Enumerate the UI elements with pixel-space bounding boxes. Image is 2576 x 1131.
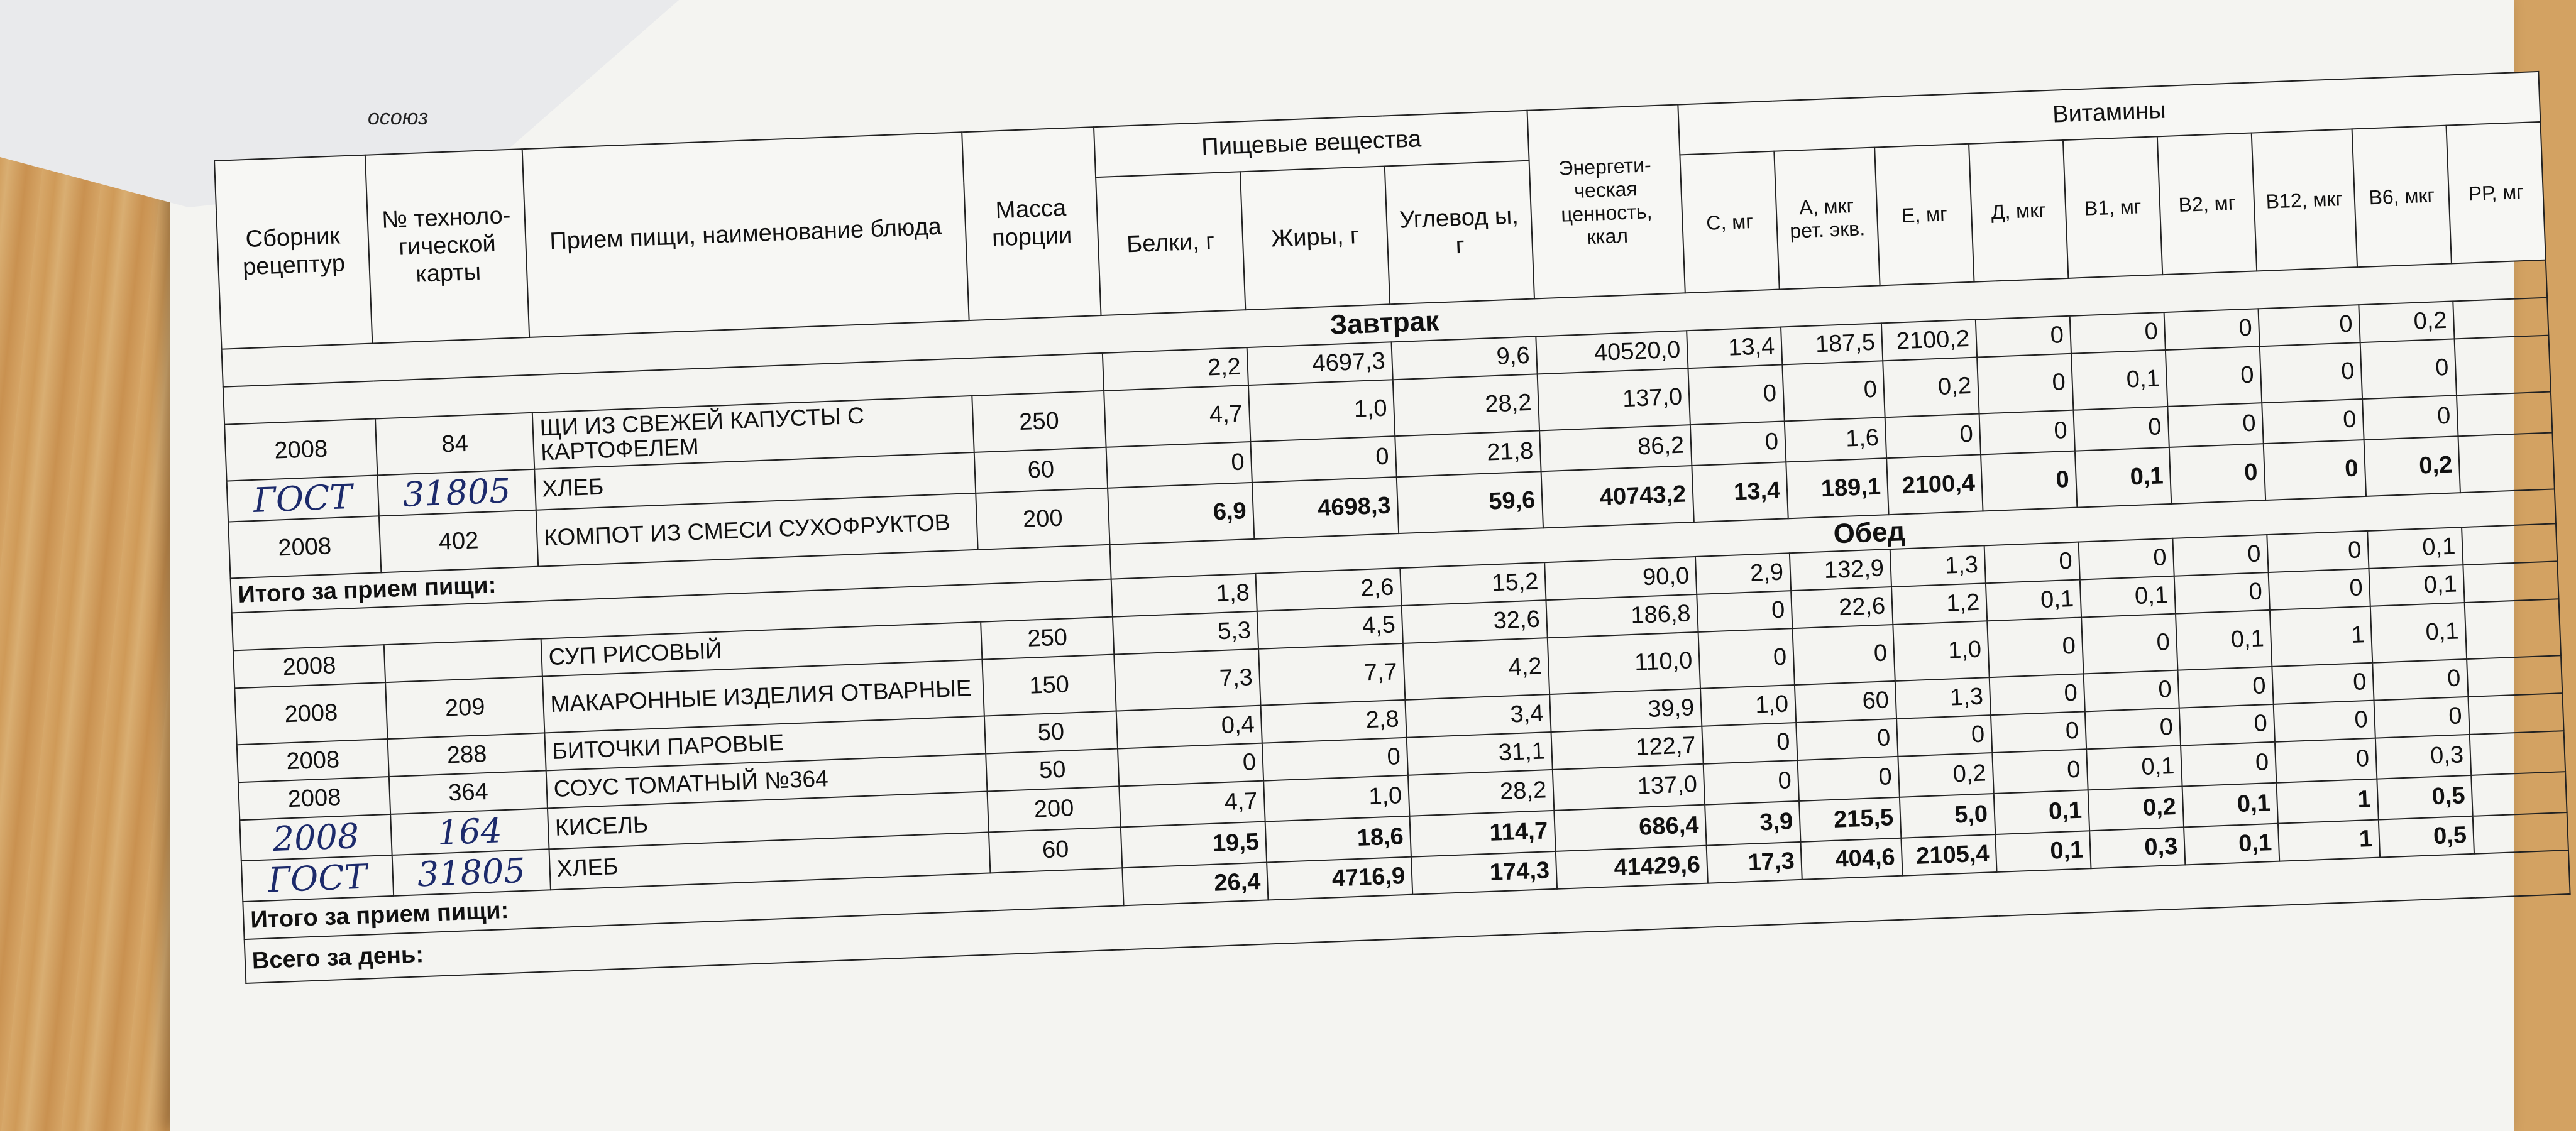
value-cell: 31,1 [1407,732,1553,775]
header-collection: Сборник рецептур [214,155,372,349]
value-cell: 1,0 [1263,775,1409,822]
value-cell: 1 [2278,820,2380,861]
card-cell [384,639,542,683]
header-vit-d: Д, мкг [1969,140,2068,282]
value-cell: 0,1 [2080,576,2176,618]
value-cell: 59,6 [1397,471,1543,533]
value-cell: 0 [1690,421,1786,466]
card-cell-handwritten: 164 [390,808,549,855]
collection-cell: 2008 [224,418,377,481]
value-cell: 0 [1250,436,1396,483]
card-cell: 209 [385,677,544,740]
value-cell: 4698,3 [1252,477,1399,539]
day-total-label: Всего за день: [245,850,2570,983]
value-cell: 5,0 [1900,794,1995,838]
dish-name-cell: ЩИ ИЗ СВЕЖЕЙ КАПУСТЫ С КАРТОФЕЛЕМ [532,396,974,469]
value-cell: 0 [2079,538,2174,580]
value-cell: 28,2 [1393,374,1539,436]
dish-name-cell: БИТОЧКИ ПАРОВЫЕ [544,716,986,771]
collection-cell: 2008 [228,516,381,578]
value-cell: 9,6 [1391,336,1537,380]
value-cell: 0 [2073,407,2169,451]
value-cell: 1,6 [1785,417,1886,462]
menu-table-area [214,72,2550,1115]
value-cell: 0 [2374,697,2470,738]
value-cell: 0,4 [1116,706,1262,749]
value-cell: 4,7 [1104,385,1250,447]
collection-cell-handwritten: 2008 [239,814,392,861]
value-cell: 7,3 [1114,649,1260,711]
mass-cell: 60 [974,447,1108,493]
mass-cell: 250 [972,391,1106,452]
value-cell: 0,2 [1898,753,1993,797]
value-cell: 41429,6 [1556,846,1708,889]
value-cell: 22,6 [1791,587,1893,628]
value-cell: 0 [2081,614,2177,674]
value-cell: 404,6 [1801,838,1903,880]
value-cell: 0 [1792,625,1895,685]
mass-cell: 150 [982,655,1116,716]
value-cell: 2105,4 [1901,834,1996,876]
value-cell: 0,1 [1994,790,2089,834]
value-cell: 2,6 [1255,568,1401,611]
value-cell: 60 [1795,681,1896,723]
value-cell: 1,0 [1893,621,1989,681]
header-fat: Жиры, г [1240,167,1390,310]
lunch-total-label: Итого за прием пищи: [243,868,1123,939]
value-cell: 21,8 [1395,430,1541,477]
value-cell: 0,1 [2176,610,2272,670]
breakfast-title: Завтрак [222,260,2548,387]
value-cell: 1,3 [1890,545,1986,587]
value-cell: 39,9 [1549,689,1702,732]
header-nutrients-group: Пищевые вещества [1094,111,1529,177]
collection-cell: 2008 [234,682,387,745]
value-cell: 0 [2167,403,2263,447]
value-cell: 0 [2181,742,2276,787]
header-vit-b6: В6, мкг [2352,126,2452,268]
value-cell: 0 [1262,738,1408,781]
value-cell: 0 [2372,659,2468,701]
value-cell: 132,9 [1790,549,1891,591]
card-cell-handwritten: 31805 [377,469,536,516]
mass-cell: 250 [981,617,1114,660]
value-cell: 0 [1782,361,1885,421]
value-cell: 0 [1990,674,2085,715]
value-cell: 0 [2174,572,2270,614]
card-cell: 364 [389,770,548,814]
value-cell: 0 [2177,667,2273,708]
card-cell: 84 [375,413,534,476]
value-cell: 0,2 [2364,436,2460,496]
collection-cell: 2008 [233,645,385,688]
value-cell: 19,5 [1121,822,1267,868]
value-cell: 0 [1688,364,1784,425]
value-cell: 0 [2267,531,2369,572]
mass-cell: 200 [987,786,1120,832]
value-cell: 0,1 [2369,565,2464,606]
collection-cell: 2008 [237,739,389,782]
value-cell: 122,7 [1551,726,1704,770]
mass-cell: 60 [989,827,1122,873]
header-vit-b2: В2, мг [2157,133,2257,275]
value-cell: 686,4 [1554,805,1706,851]
header-vit-b12: В12, мкг [2252,129,2357,271]
mass-cell: 50 [984,711,1118,754]
value-cell: 137,0 [1553,764,1705,811]
value-cell: 0 [2085,708,2181,750]
value-cell: 0 [1992,749,2088,794]
value-cell: 0,1 [1986,580,2081,621]
value-cell: 0 [2179,704,2275,746]
breakfast-total-label: Итого за прием пищи: [231,545,1111,613]
value-cell: 15,2 [1400,562,1546,606]
header-carbs: Углевод ы, г [1385,161,1534,305]
value-cell: 2100,2 [1881,320,1977,361]
value-cell: 0 [1118,743,1263,787]
value-cell: 0 [1702,723,1797,764]
value-cell: 0,5 [2379,816,2474,858]
value-cell: 0 [2070,312,2166,354]
value-cell: 0 [1984,542,2080,584]
value-cell: 0 [1798,757,1900,801]
value-cell: 7,7 [1258,643,1405,706]
value-cell: 0 [1979,410,2075,455]
value-cell: 0,3 [2089,827,2185,868]
value-cell: 3,9 [1705,801,1800,846]
card-cell-handwritten: 31805 [392,849,551,896]
value-cell: 0,1 [1995,831,2091,872]
dish-name-cell: КОМПОТ ИЗ СМЕСИ СУХОФРУКТОВ [536,493,978,567]
value-cell: 0 [2269,569,2370,610]
value-cell: 0 [1697,591,1792,632]
value-cell: 1,3 [1895,677,1991,719]
value-cell: 110,0 [1548,632,1700,694]
value-cell: 0,1 [2367,527,2463,569]
value-cell: 0,1 [2075,447,2171,508]
value-cell: 0,2 [2359,301,2454,342]
collection-cell-handwritten: ГОСТ [241,855,394,902]
header-vit-pp: РР, мг [2447,122,2546,264]
value-cell: 0 [1704,760,1799,805]
value-cell: 4,2 [1403,638,1549,700]
value-cell: 0,2 [1883,358,1979,418]
value-cell: 40743,2 [1541,466,1694,528]
header-energy: Энергети-ческая ценность, ккал [1527,105,1685,299]
value-cell: 0 [1977,354,2073,414]
value-cell: 0 [2169,444,2265,504]
value-cell: 189,1 [1786,458,1888,518]
value-cell: 90,0 [1544,557,1697,600]
dish-name-cell: СОУС ТОМАТНЫЙ №364 [546,754,988,809]
value-cell: 86,2 [1539,425,1692,471]
value-cell: 0,1 [2370,603,2467,663]
value-cell: 0 [1896,715,1992,757]
header-protein: Белки, г [1096,172,1245,315]
value-cell: 1,0 [1248,380,1395,442]
value-cell: 0,3 [2375,735,2471,779]
value-cell: 0 [1885,413,1981,458]
header-vitamins-group: Витамины [1678,72,2540,155]
header-vit-a: А, мкг рет. экв. [1774,148,1880,290]
value-cell: 2,2 [1103,347,1248,391]
card-cell: 288 [388,733,546,777]
header-meal-name: Прием пищи, наименование блюда [522,132,969,337]
value-cell: 187,5 [1781,323,1883,364]
value-cell: 1 [2270,606,2372,667]
value-cell: 3,4 [1405,694,1551,738]
value-cell: 28,2 [1408,770,1554,816]
value-cell: 13,4 [1687,327,1782,368]
value-cell: 2,9 [1695,553,1791,594]
value-cell: 0 [2264,440,2366,500]
dish-name-cell: КИСЕЛЬ [548,792,989,850]
value-cell: 1,0 [1700,685,1796,726]
value-cell: 186,8 [1546,594,1698,638]
value-cell: 1,8 [1111,574,1257,617]
dish-name-cell: СУП РИСОВЫЙ [541,622,983,677]
value-cell: 26,4 [1122,863,1268,906]
header-vit-b1: В1, мг [2063,136,2162,278]
value-cell: 137,0 [1538,368,1690,430]
value-cell: 114,7 [1409,811,1555,857]
value-cell: 0 [2164,309,2260,350]
value-cell: 0 [1981,451,2077,511]
mass-cell: 50 [986,748,1119,791]
value-cell: 174,3 [1411,851,1557,895]
value-cell: 0 [2262,399,2364,444]
value-cell: 4716,9 [1267,857,1412,900]
value-cell: 0 [1796,719,1898,760]
value-cell: 4,7 [1119,781,1265,828]
value-cell: 2,8 [1261,700,1407,743]
value-cell: 40520,0 [1536,331,1688,374]
value-cell: 2100,4 [1886,454,1983,515]
value-cell: 0,5 [2377,775,2472,820]
value-cell: 0 [2166,346,2262,407]
dish-name-cell: ХЛЕБ [549,832,990,890]
value-cell: 0 [1106,442,1252,488]
value-cell: 1,2 [1891,583,1987,625]
value-cell: 0 [2362,395,2458,440]
value-cell: 0,2 [2088,787,2184,831]
value-cell: 5,3 [1113,611,1258,655]
value-cell: 0 [2084,670,2179,712]
card-cell: 402 [379,510,538,573]
value-cell: 0 [2272,663,2374,704]
value-cell: 0 [1976,316,2071,358]
dish-name-cell: МАКАРОННЫЕ ИЗДЕЛИЯ ОТВАРНЫЕ [542,660,984,733]
value-cell: 32,6 [1402,600,1548,643]
lunch-title: Обед [1110,489,2557,579]
value-cell: 0 [1991,711,2086,753]
value-cell: 0 [1987,617,2083,677]
value-cell: 0,1 [2071,350,2167,410]
value-cell: 1 [2276,779,2378,824]
value-cell: 17,3 [1707,842,1802,883]
collection-cell-handwritten: ГОСТ [227,475,379,522]
nutrition-table [214,71,2571,984]
value-cell: 0 [2172,535,2268,576]
value-cell: 0 [2260,342,2362,403]
header-card-number: № техноло-гической карты [365,149,529,343]
value-cell: 6,9 [1108,483,1254,545]
value-cell: 18,6 [1265,816,1411,863]
header-vit-c: С, мг [1680,151,1779,293]
dish-name-cell: ХЛЕБ [534,452,976,510]
org-name-fragment: осоюз [368,106,429,129]
value-cell: 0 [2274,701,2375,742]
value-cell: 215,5 [1799,797,1901,842]
value-cell: 0 [2275,738,2377,783]
value-cell: 0,1 [2184,824,2279,865]
header-portion-mass: Масса порции [962,127,1101,320]
value-cell: 13,4 [1692,462,1788,522]
value-cell: 0 [1698,628,1795,689]
value-cell: 0 [2258,305,2360,346]
value-cell: 0 [2360,339,2457,399]
header-vit-e: Е, мг [1874,144,1974,286]
value-cell: 0,1 [2086,746,2182,790]
value-cell: 4,5 [1257,606,1403,649]
collection-cell: 2008 [238,777,390,820]
value-cell: 4697,3 [1247,342,1393,385]
mass-cell: 200 [976,488,1109,550]
value-cell: 0,1 [2182,783,2278,828]
